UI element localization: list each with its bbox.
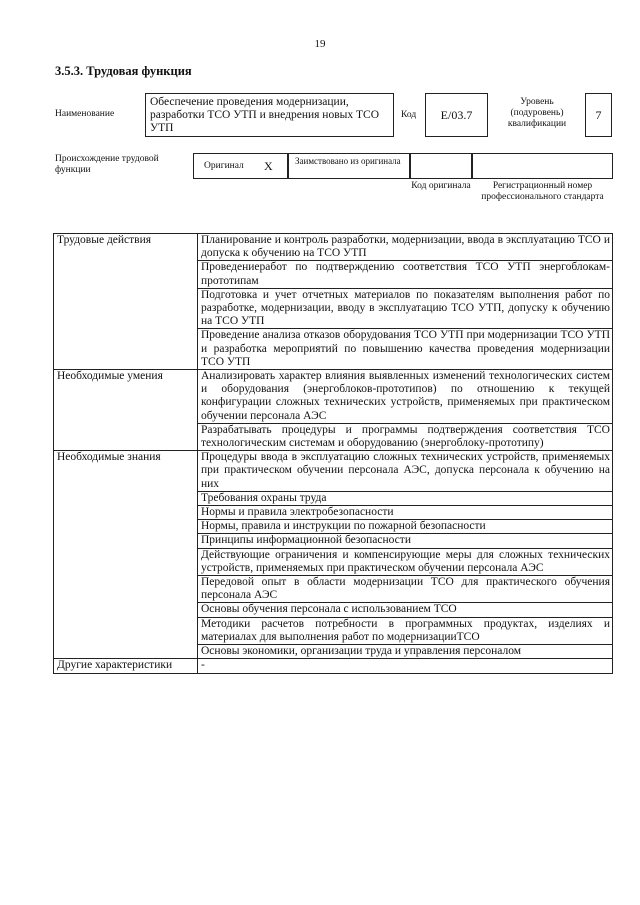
page-number: 19 <box>314 38 326 50</box>
section-item-cell: Проведениеработ по подтверждению соответствия ТСО УТП энергоблокам-прототипам <box>198 261 613 288</box>
name-label: Наименование <box>55 109 115 119</box>
registration-number-cell <box>472 153 613 179</box>
origin-label: Происхождение трудовой функции <box>55 154 159 175</box>
section-item-cell: Принципы информационной безопасности <box>198 534 613 548</box>
borrowed-cell <box>288 153 410 179</box>
section-title-cell: Необходимые умения <box>54 370 198 451</box>
section-item-cell: Методики расчетов потребности в программных продуктах, изделиях и материалах для выполнения работ по модернизацииТСО <box>198 617 613 644</box>
level-label: Уровень (подуровень) квалификации <box>507 97 567 129</box>
section-title-cell: Трудовые действия <box>54 234 198 370</box>
section-item-cell: Проведение анализа отказов оборудования ТСО УТП при модернизации ТСО УТП и разработка мероприятий по повышению качества проведения модернизации ТСО УТП <box>198 329 613 370</box>
section-title-cell: Другие характеристики <box>54 659 198 673</box>
section-item-cell: Требования охраны труда <box>198 491 613 505</box>
section-item-cell: Нормы и правила электробезопасности <box>198 506 613 520</box>
table-row <box>54 370 613 424</box>
level-value-box: 7 <box>585 93 612 137</box>
borrowed-label: Заимствовано из оригинала <box>295 156 401 166</box>
section-item-cell: Процедуры ввода в эксплуатацию сложных технических устройств, применяемых при практическом обучении персонала АЭС, допуска персонала к обучению на них <box>198 451 613 492</box>
function-name-box: Обеспечение проведения модернизации, разработки ТСО УТП и внедрения новых ТСО УТП <box>145 93 394 137</box>
original-code-label: Код оригинала <box>411 181 471 191</box>
section-item-cell: - <box>198 659 613 673</box>
section-title-cell: Необходимые знания <box>54 451 198 659</box>
section-item-cell: Основы экономики, организации труда и управления персоналом <box>198 645 613 659</box>
registration-number-label: Регистрационный номер профессионального стандарта <box>481 181 604 202</box>
section-item-cell: Планирование и контроль разработки, модернизации, ввода в эксплуатацию ТСО и допуска к обучению на ТСО УТП <box>198 234 613 261</box>
table-row <box>54 234 613 261</box>
section-title: 3.5.3. Трудовая функция <box>55 64 192 78</box>
table-row <box>54 451 613 492</box>
original-mark: X <box>264 159 273 173</box>
code-label: Код <box>401 110 417 120</box>
section-item-cell: Анализировать характер влияния выявленных изменений технологических систем и оборудования (энергоблоков-прототипов) по отношению к текущей конфигурации сложных технических устройств, применяемых при практическом обучении персонала АЭС <box>198 370 613 424</box>
function-code-box: E/03.7 <box>425 93 488 137</box>
section-item-cell: Действующие ограничения и компенсирующие меры для сложных технических устройств, применяемых при практическом обучении персонала АЭС <box>198 548 613 575</box>
table-row <box>54 659 613 673</box>
section-item-cell: Подготовка и учет отчетных материалов по показателям выполнения работ по разработке, модернизации, вводу в эксплуатацию ТСО УТП, допуску к обучению на ТСО УТП <box>198 288 613 329</box>
section-item-cell: Нормы, правила и инструкции по пожарной безопасности <box>198 520 613 534</box>
original-code-cell <box>410 153 472 179</box>
section-item-cell: Передовой опыт в области модернизации ТСО для практического обучения персонала АЭС <box>198 576 613 603</box>
function-details-table <box>53 233 613 674</box>
original-label: Оригинал <box>204 161 244 171</box>
section-item-cell: Разрабатывать процедуры и программы подтверждения соответствия ТСО технологическим системам и оборудованию (энергоблоку-прототипу) <box>198 423 613 450</box>
section-item-cell: Основы обучения персонала с использованием ТСО <box>198 603 613 617</box>
original-cell <box>193 153 288 179</box>
